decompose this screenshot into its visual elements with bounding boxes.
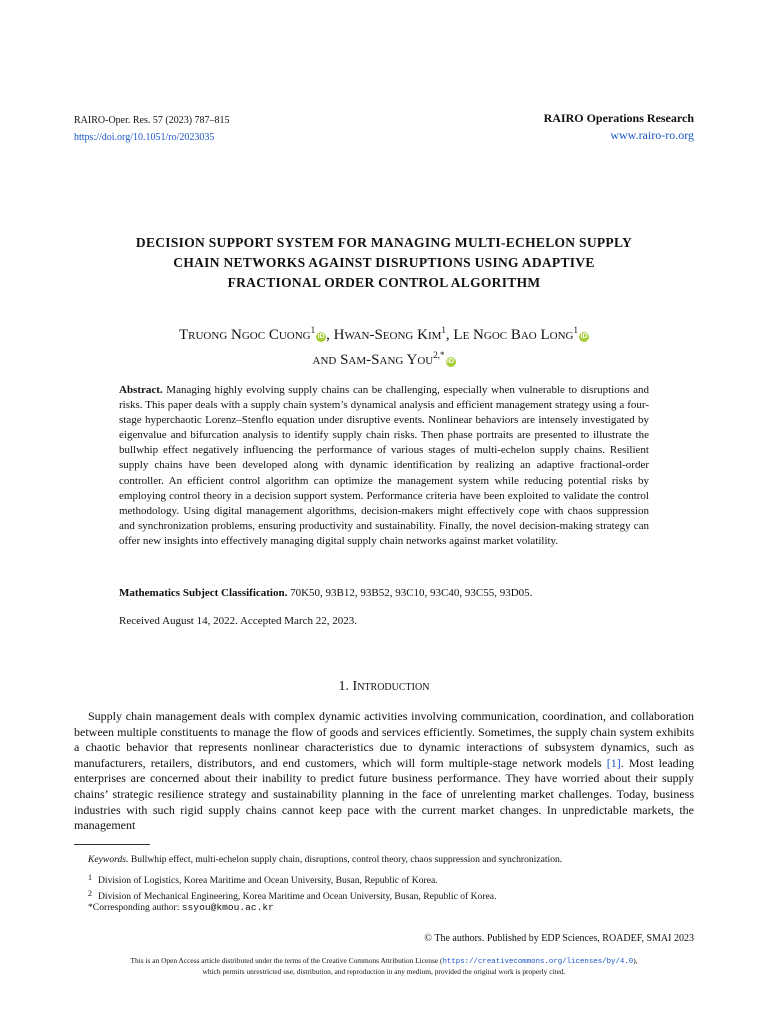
affiliation-mark: 1 (573, 325, 578, 335)
author-name: Truong Ngoc Cuong (178, 327, 311, 343)
intro-paragraph (74, 709, 694, 834)
journal-name-block (544, 110, 694, 144)
section-number: 1. (338, 679, 353, 694)
corresponding-email[interactable]: ssyou@kmou.ac.kr (181, 902, 274, 913)
title-line: DECISION SUPPORT SYSTEM FOR MANAGING MULTI-ECHELON SUPPLY (135, 235, 633, 250)
abstract (119, 383, 649, 549)
paper-title (74, 233, 694, 293)
msc-codes: 70K50, 93B12, 93B52, 93C10, 93C40, 93C55, 93D05. (290, 587, 533, 599)
corresponding-label: *Corresponding author: (88, 902, 182, 913)
author-separator: , (445, 327, 454, 343)
citation-text: RAIRO-Oper. Res. 57 (2023) 787–815 (74, 115, 230, 126)
abstract-text: Managing highly evolving supply chains can be challenging, especially when vulnerable to disruptions and risks. This paper deals with a supply chain system’s dynamical analysis and efficient management strategy using a four-stage hyperchaotic Lorenz–Stenflo equation under disruptive events. Nonlinear behaviors are intensely investigated by eigenvalue and bifurcation analysis to identify supply chain risks. Then phase portraits are presented to illustrate the bullwhip effect negatively influencing the performance of various stages of multi-echelon supply chains. Resilient supply chains have been developed along with dynamic identification by realizing an adaptive fractional-order controller. An efficient control algorithm can optimize the management system while reducing potential risks by employing control theory in a decision support system. Performance criteria have been exploited to validate the control methodology. Using digital management algorithms, decision-makers might effectively cope with chaos suppression and synchronization problems, ensuring productivity and sustainability. Finally, the novel decision-making strategy can offer new insights into effectively managing digital supply chain networks against market volatility. (119, 384, 650, 547)
orcid-icon[interactable]: iD (317, 333, 325, 340)
author-name: Hwan-Seong Kim (333, 327, 442, 343)
author-name: Sam-Sang You (340, 352, 434, 368)
footnote-number: 1 (88, 873, 92, 882)
affiliation-mark: 2,* (433, 350, 445, 360)
msc-label: Mathematics Subject Classification. (119, 587, 288, 599)
affiliation-text: Division of Mechanical Engineering, Korea Maritime and Ocean University, Busan, Republic of Korea. (98, 891, 497, 902)
author-name: Le Ngoc Bao Long (453, 327, 574, 343)
received-dates: Received August 14, 2022. Accepted March 22, 2023. (119, 615, 357, 627)
keywords-text: Bullwhip effect, multi-echelon supply chain, disruptions, control theory, chaos suppression and synchronization. (128, 854, 563, 865)
license-text: which permits unrestricted use, distribution, and reproduction in any medium, provided the original work is properly cited. (202, 967, 566, 976)
copyright-notice: © The authors. Published by EDP Sciences, ROADEF, SMAI 2023 (424, 933, 694, 944)
footnote-divider (74, 844, 150, 845)
affiliation-text: Division of Logistics, Korea Maritime and Ocean University, Busan, Republic of Korea. (98, 875, 438, 886)
license-notice (74, 956, 694, 977)
msc-classification (119, 586, 649, 601)
title-line: CHAIN NETWORKS AGAINST DISRUPTIONS USING ADAPTIVE (173, 255, 595, 270)
journal-citation-block (74, 112, 230, 146)
affiliation-mark: 1 (310, 325, 316, 335)
orcid-icon[interactable]: iD (580, 333, 588, 340)
intro-text: Supply chain management deals with complex dynamic activities involving communication, coordination, and collaboration between multiple constituents to manage the flow of goods and services efficiently. Sometimes, the supply chain system exhibits a chaotic behavior that represents nonlinear characteristics due to dynamic interactions of subsystem dynamics, such as manufacturers, retailers, distributors, and end customers, which will form multiple-stage network models (74, 709, 694, 770)
corresponding-author-footnote (74, 901, 694, 914)
affiliation-mark: 1 (441, 325, 446, 335)
keywords-footnote (74, 853, 694, 866)
journal-site-link[interactable]: www.rairo-ro.org (610, 128, 694, 142)
keywords-label: Keywords. (88, 854, 129, 865)
license-text: This is an Open Access article distributed under the terms of the Creative Commons Attribution License ( (130, 956, 443, 965)
author-separator: , (326, 327, 334, 343)
footnote-number: 2 (88, 889, 92, 898)
license-text: ), (633, 956, 638, 965)
section-heading (74, 678, 694, 696)
section-title: Introduction (352, 679, 430, 694)
orcid-icon[interactable]: iD (447, 358, 454, 365)
citation-link[interactable]: [1] (606, 755, 621, 770)
journal-title: RAIRO Operations Research (543, 111, 694, 125)
license-link[interactable]: https://creativecommons.org/licenses/by/4.0 (442, 958, 634, 966)
title-line: FRACTIONAL ORDER CONTROL ALGORITHM (227, 275, 541, 290)
abstract-label: Abstract. (119, 384, 163, 396)
author-conjunction: and (312, 352, 341, 368)
intro-text-continued: . Most leading enterprises are concerned about their inability to predict future business performance. They have worried about their supply chains’ strategic resilience strategy and sustainability planning in the face of unrelenting market challenges. Today, business industries with such rigid supply chains cannot keep pace with the current market changes. In unpredictable markets, the management (74, 755, 694, 833)
doi-link[interactable]: https://doi.org/10.1051/ro/2023035 (74, 132, 215, 143)
author-list (74, 320, 694, 370)
affiliation-footnote (74, 871, 694, 887)
